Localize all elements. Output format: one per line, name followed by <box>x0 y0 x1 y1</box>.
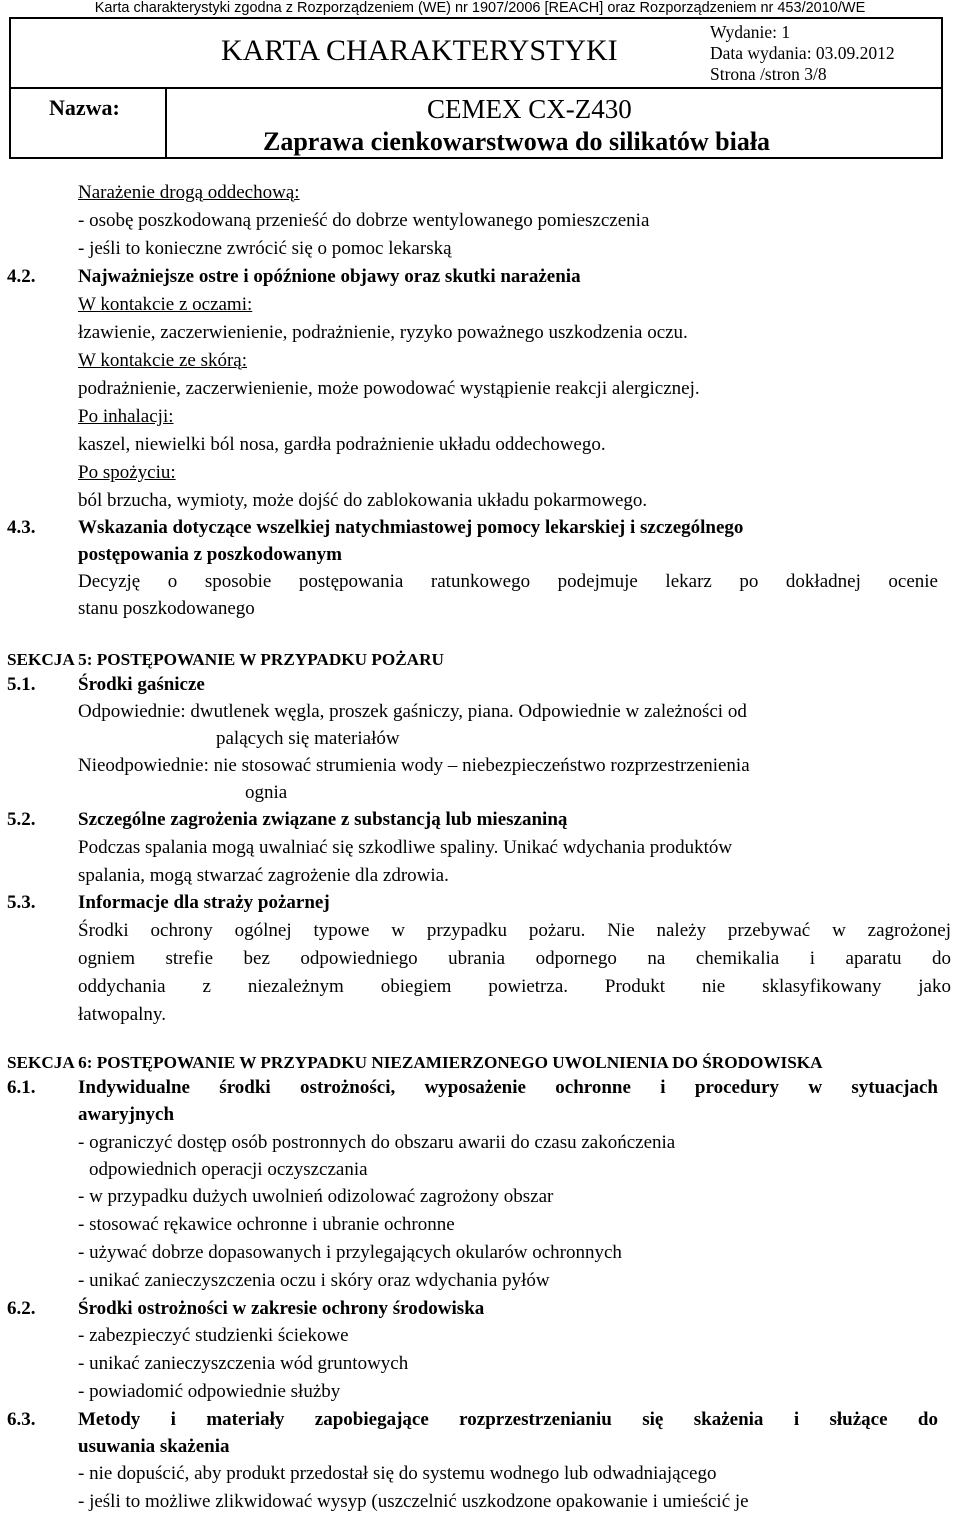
subsection-number-4-2: 4.2. <box>7 266 36 287</box>
medical-advice-text-line-2: stanu poszkodowanego <box>78 598 255 619</box>
personal-precautions-item-4: - używać dobrze dopasowanych i przylegających okularów ochronnych <box>78 1242 622 1263</box>
personal-precautions-item-5: - unikać zanieczyszczenia oczu i skóry oraz wdychania pyłów <box>78 1270 550 1291</box>
subsection-number-6-1: 6.1. <box>7 1077 36 1098</box>
subsection-number-5-1: 5.1. <box>7 674 36 695</box>
section-6-title: SEKCJA 6: POSTĘPOWANIE W PRZYPADKU NIEZAMIERZONEGO UWOLNIENIA DO ŚRODOWISKA <box>7 1053 823 1072</box>
subsection-title-5-3: Informacje dla straży pożarnej <box>78 892 330 913</box>
inhalation-step-1: - osobę poszkodowaną przenieść do dobrze wentylowanego pomieszczenia <box>78 210 650 231</box>
subsection-title-4-2: Najważniejsze ostre i opóźnione objawy oraz skutki narażenia <box>78 266 581 287</box>
personal-precautions-item-2: - w przypadku dużych uwolnień odizolować zagrożony obszar <box>78 1186 554 1207</box>
subsection-number-5-3: 5.3. <box>7 892 36 913</box>
skin-contact-text: podrażnienie, zaczerwienienie, może powodować wystąpienie reakcji alergicznej. <box>78 378 700 399</box>
extinguishing-suitable-line-2: palących się materiałów <box>216 728 400 749</box>
personal-precautions-item-1-cont: odpowiednich operacji oczyszczania <box>89 1159 368 1180</box>
special-hazards-line-1: Podczas spalania mogą uwalniać się szkodliwe spaliny. Unikać wdychania produktów <box>78 837 733 858</box>
eye-contact-text: łzawienie, zaczerwienienie, podrażnienie, ryzyko poważnego uszkodzenia oczu. <box>78 322 688 343</box>
subsection-title-5-2: Szczególne zagrożenia związane z substancją lub mieszaniną <box>78 809 568 830</box>
subsection-number-4-3: 4.3. <box>7 517 36 538</box>
personal-precautions-item-1: - ograniczyć dostęp osób postronnych do obszaru awarii do czasu zakończenia <box>78 1132 676 1153</box>
header-divider <box>11 87 941 89</box>
skin-contact-label: W kontakcie ze skórą: <box>78 350 247 371</box>
subsection-number-5-2: 5.2. <box>7 809 36 830</box>
personal-precautions-item-3: - stosować rękawice ochronne i ubranie ochronne <box>78 1214 455 1235</box>
ingestion-label: Po spożyciu: <box>78 462 176 483</box>
inhalation-step-2: - jeśli to konieczne zwrócić się o pomoc lekarską <box>78 238 452 259</box>
subsection-number-6-2: 6.2. <box>7 1298 36 1319</box>
subsection-title-6-2: Środki ostrożności w zakresie ochrony środowiska <box>78 1298 485 1319</box>
issue-number: Wydanie: 1 <box>710 22 791 42</box>
subsection-title-6-1-line-2: awaryjnych <box>78 1104 175 1125</box>
inhalation-text: kaszel, niewielki ból nosa, gardła podrażnienie układu oddechowego. <box>78 434 606 455</box>
section-5-title: SEKCJA 5: POSTĘPOWANIE W PRZYPADKU POŻARU <box>7 650 444 669</box>
inhalation-label: Po inhalacji: <box>78 406 174 427</box>
extinguishing-suitable-line-1: Odpowiednie: dwutlenek węgla, proszek gaśniczy, piana. Odpowiednie w zależności od <box>78 701 747 722</box>
containment-methods-item-2: - jeśli to możliwe zlikwidować wysyp (uszczelnić uszkodzone opakowanie i umieścić je <box>78 1491 749 1512</box>
subsection-title-6-3-line-1: Metody i materiały zapobiegające rozprzestrzenianiu się skażenia i służące do <box>78 1409 938 1430</box>
firefighter-advice-line-2: ogniem strefie bez odpowiedniego ubrania odpornego na chemikalia i aparatu do <box>78 948 951 969</box>
special-hazards-line-2: spalania, mogą stwarzać zagrożenie dla zdrowia. <box>78 865 449 886</box>
environmental-precautions-item-3: - powiadomić odpowiednie służby <box>78 1381 341 1402</box>
document-meta <box>710 22 895 85</box>
extinguishing-unsuitable-line-1: Nieodpowiednie: nie stosować strumienia wody – niebezpieczeństwo rozprzestrzenienia <box>78 755 750 776</box>
document-title: KARTA CHARAKTERYSTYKI <box>221 34 618 67</box>
eye-contact-label: W kontakcie z oczami: <box>78 294 253 315</box>
inhalation-exposure-label: Narażenie drogą oddechową: <box>78 182 300 203</box>
subsection-title-6-3-line-2: usuwania skażenia <box>78 1436 230 1457</box>
environmental-precautions-item-2: - unikać zanieczyszczenia wód gruntowych <box>78 1353 409 1374</box>
issue-date: Data wydania: 03.09.2012 <box>710 43 895 63</box>
subsection-title-4-3-line-2: postępowania z poszkodowanym <box>78 544 342 565</box>
firefighter-advice-line-1: Środki ochrony ogólnej typowe w przypadku pożaru. Nie należy przebywać w zagrożonej <box>78 920 951 941</box>
subsection-title-5-1: Środki gaśnicze <box>78 674 205 695</box>
subsection-title-6-1-line-1: Indywidualne środki ostrożności, wyposażenie ochronne i procedury w sytuacjach <box>78 1077 938 1098</box>
document-header <box>9 17 943 159</box>
subsection-title-4-3-line-1: Wskazania dotyczące wszelkiej natychmiastowej pomocy lekarskiej i szczególnego <box>78 517 744 538</box>
firefighter-advice-line-4: łatwopalny. <box>78 1004 166 1025</box>
medical-advice-text-line-1: Decyzję o sposobie postępowania ratunkowego podejmuje lekarz po dokładnej ocenie <box>78 571 938 592</box>
containment-methods-item-1: - nie dopuścić, aby produkt przedostał się do systemu wodnego lub odwadniającego <box>78 1463 717 1484</box>
subsection-number-6-3: 6.3. <box>7 1409 36 1430</box>
name-label: Nazwa: <box>49 95 120 120</box>
environmental-precautions-item-1: - zabezpieczyć studzienki ściekowe <box>78 1325 349 1346</box>
document-top-line: Karta charakterystyki zgodna z Rozporządzeniem (WE) nr 1907/2006 [REACH] oraz Rozporządzeniem nr 453/2010/WE <box>94 0 866 16</box>
header-column-divider <box>165 89 167 157</box>
ingestion-text: ból brzucha, wymioty, może dojść do zablokowania układu pokarmowego. <box>78 490 648 511</box>
product-name: CEMEX CX-Z430 <box>427 94 632 124</box>
product-description: Zaprawa cienkowarstwowa do silikatów biała <box>263 127 771 156</box>
page-number: Strona /stron 3/8 <box>710 64 827 84</box>
firefighter-advice-line-3: oddychania z niezależnym obiegiem powietrza. Produkt nie sklasyfikowany jako <box>78 976 951 997</box>
extinguishing-unsuitable-line-2: ognia <box>245 782 288 803</box>
